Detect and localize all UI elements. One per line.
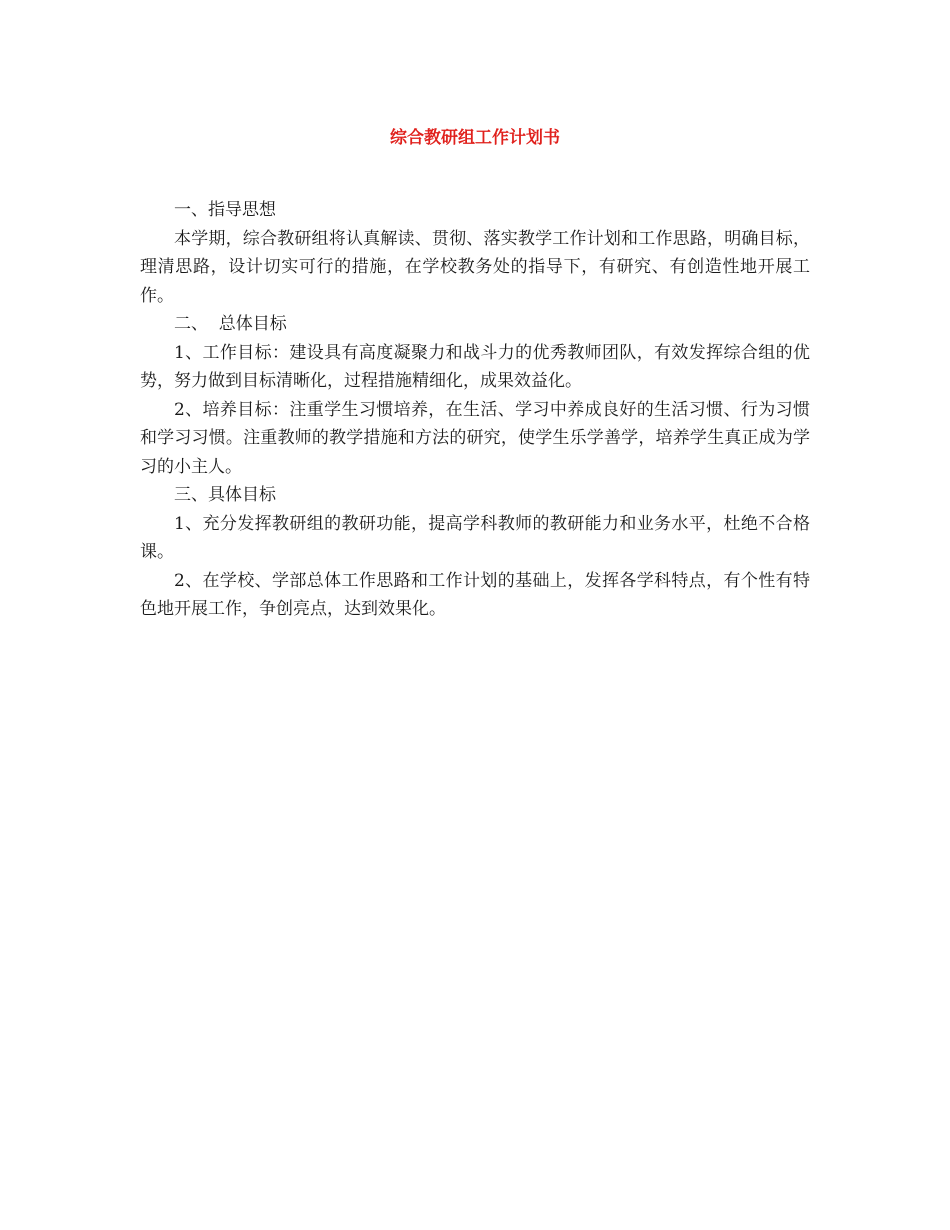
document-body — [140, 196, 810, 624]
paragraph-specific-goal-2: 2、在学校、学部总体工作思路和工作计划的基础上，发挥各学科特点，有个性有特色地开展工作，争创亮点，达到效果化。 — [140, 570, 810, 619]
paragraph-specific-goal-1: 1、充分发挥教研组的教研功能，提高学科教师的教研能力和业务水平，杜绝不合格课。 — [140, 513, 810, 562]
document-title: 综合教研组工作计划书 — [390, 128, 560, 148]
heading-specific-goals: 三、具体目标 — [174, 485, 276, 505]
paragraph-training-goal: 2、培养目标：注重学生习惯培养，在生活、学习中养成良好的生活习惯、行为习惯和学习习惯。注重教师的教学措施和方法的研究，使学生乐学善学，培养学生真正成为学习的小主人。 — [140, 399, 810, 477]
heading-overall-goals: 二、 总体目标 — [174, 314, 287, 334]
heading-guiding-ideology: 一、指导思想 — [174, 200, 276, 220]
paragraph-work-goal: 1、工作目标：建设具有高度凝聚力和战斗力的优秀教师团队，有效发挥综合组的优势，努力做到目标清晰化，过程措施精细化，成果效益化。 — [140, 342, 810, 391]
paragraph-guiding-ideology: 本学期，综合教研组将认真解读、贯彻、落实教学工作计划和工作思路，明确目标，理清思路，设计切实可行的措施，在学校教务处的指导下，有研究、有创造性地开展工作。 — [140, 228, 810, 306]
